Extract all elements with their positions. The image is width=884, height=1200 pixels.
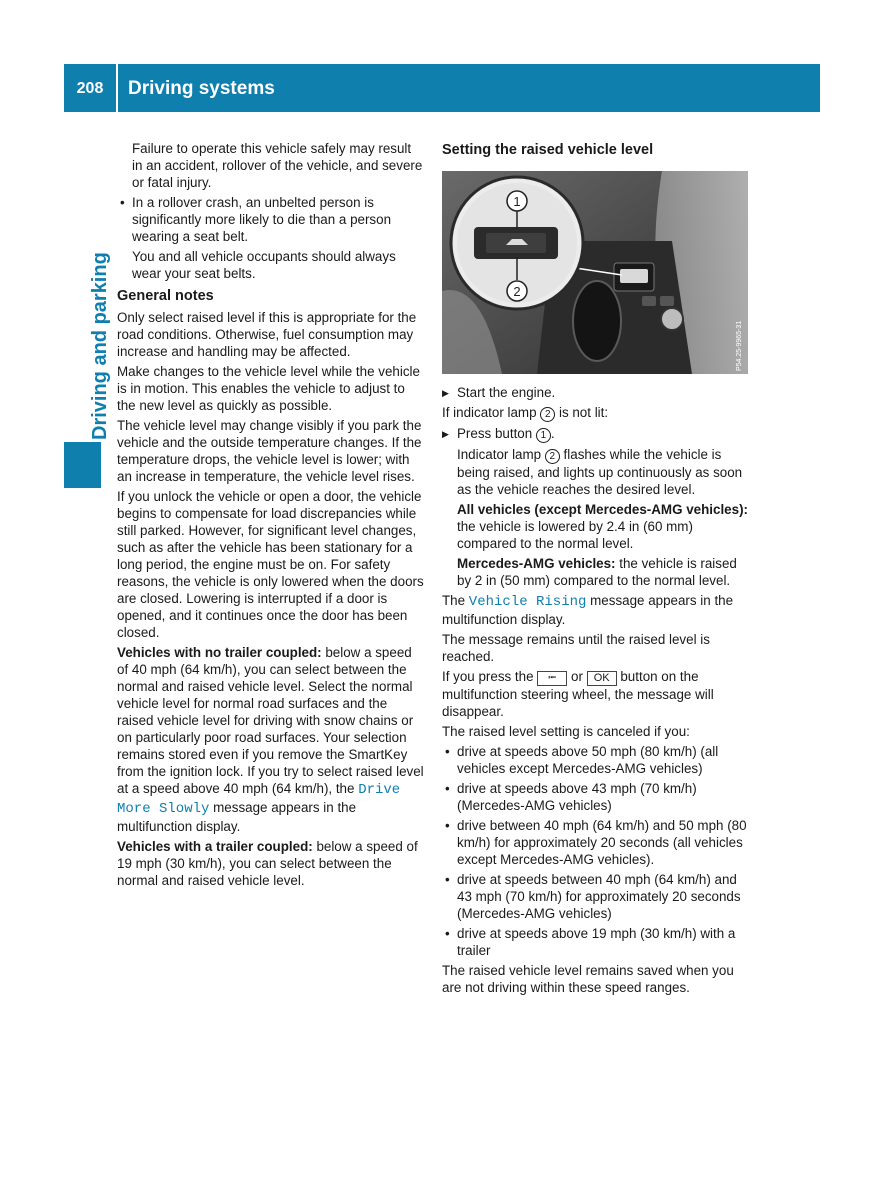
step-press-button: [442, 425, 748, 443]
if-lamp-not-lit: [442, 404, 748, 422]
press-pre: If you press the: [442, 669, 538, 684]
cancel-item: • drive at speeds between 40 mph (64 km/h) and 43 mph (70 km/h) for approximately 20 seconds (Mercedes-AMG vehicles): [442, 871, 748, 922]
cancel-item: • drive at speeds above 43 mph (70 km/h) (Mercedes-AMG vehicles): [442, 780, 748, 814]
setting-heading: Setting the raised vehicle level: [442, 142, 654, 158]
right-column: [442, 140, 748, 999]
header-divider: [116, 64, 118, 112]
left-column: [117, 140, 424, 892]
callout-1: 1: [513, 194, 521, 209]
if-lamp-text: If indicator lamp: [442, 405, 541, 420]
ok-button-key: OK: [587, 671, 617, 686]
cancel-item: • drive between 40 mph (64 km/h) and 50 mph (80 km/h) for approximately 20 seconds (all vehicles except Mercedes-AMG vehicles).: [442, 817, 748, 868]
image-code: P54.25-9965-31: [736, 320, 743, 371]
warning-text: Failure to operate this vehicle safely may result in an accident, rollover of the vehicle, and severe or fatal injury.: [132, 141, 423, 190]
general-notes-heading: General notes: [117, 288, 214, 304]
drive-more-slowly-message: Drive More Slowly: [117, 782, 401, 817]
no-trailer-text-end: message appears in the multifunction display.: [117, 800, 357, 834]
chapter-label: Driving and parking: [89, 252, 111, 440]
no-trailer-text: below a speed of 40 mph (64 km/h), you can select between the normal and raised vehicle level. Select the normal vehicle level for normal road surfaces and the raised vehicle level for driving with snow chains or on particularly poor road surfaces. Your selection remains stored even if you remove the SmartKey from the ignition lock. If you try to select raised level at a speed above 40 mph (64 km/h), the: [117, 645, 424, 796]
general-note-2: Make changes to the vehicle level while the vehicle is in motion. This enables the vehicle to adjust to the new level as quickly as possible.: [117, 364, 420, 413]
page-header: [64, 64, 820, 112]
back-button-key: ⭰: [537, 671, 567, 686]
indicator-lamp-text: [442, 446, 748, 498]
ind-text: Indicator lamp: [457, 447, 545, 462]
if-lamp-text-end: is not lit:: [555, 405, 609, 420]
button-ref: 1: [536, 428, 551, 443]
all-vehicles-label: All vehicles (except Mercedes-AMG vehicles):: [457, 502, 748, 517]
amg-vehicles-text: [442, 555, 748, 589]
cancel-intro: The raised level setting is canceled if you:: [442, 724, 690, 739]
all-vehicles-detail: the vehicle is lowered by 2.4 in (60 mm) compared to the normal level.: [457, 519, 693, 551]
press-button-text: [442, 668, 748, 720]
amg-vehicles-label: Mercedes-AMG vehicles:: [457, 556, 616, 571]
page-number: 208: [76, 79, 104, 97]
with-trailer-paragraph: [117, 838, 424, 889]
section-title: Driving systems: [128, 77, 275, 99]
press-post: button on the multifunction steering wheel, the message will disappear.: [442, 669, 714, 719]
general-note-1: Only select raised level if this is appropriate for the road conditions. Otherwise, fuel consumption may increase and handling may be affected.: [117, 310, 417, 359]
general-note-3: The vehicle level may change visibly if you park the vehicle and the outside temperature changes. If the temperature drops, the vehicle level is lower; with an increase in temperature, the vehicle level rises.: [117, 418, 422, 484]
final-note: The raised vehicle level remains saved when you are not driving within these speed ranges.: [442, 963, 734, 995]
all-vehicles-text: [442, 501, 748, 552]
ind-text-end: flashes while the vehicle is being raised, and lights up continuously as soon as the vehicle reaches the desired level.: [457, 447, 743, 497]
cancel-item: • drive at speeds above 50 mph (80 km/h) (all vehicles except Mercedes-AMG vehicles): [442, 743, 748, 777]
step-start-engine: ▶ Start the engine.: [442, 384, 748, 401]
indicator-lamp-ref-2: 2: [545, 449, 560, 464]
with-trailer-label: Vehicles with a trailer coupled:: [117, 839, 313, 854]
general-note-4: If you unlock the vehicle or open a door, the vehicle begins to compensate for load discrepancies while still parked. However, for significant level changes, such as after the vehicle has been stationary for a long period, the engine must be on. For safety reasons, the vehicle is only lowered when the doors are closed. Lowering is interrupted if a door is opened, and it continues once the door has been closed.: [117, 489, 424, 640]
console-photo: [442, 171, 748, 374]
cancel-item: • drive at speeds above 19 mph (30 km/h) with a trailer: [442, 925, 748, 959]
indicator-lamp-ref: 2: [540, 407, 555, 422]
vehicle-rising-text: [442, 592, 748, 628]
press-text: Press button: [457, 426, 536, 441]
press-text-end: .: [550, 426, 555, 441]
warning-bullet: • In a rollover crash, an unbelted person is significantly more likely to die than a person wearing a seat belt.: [117, 194, 424, 245]
no-trailer-paragraph: [117, 644, 424, 835]
message-remains-text: The message remains until the raised level is reached.: [442, 632, 710, 664]
callout-2: 2: [513, 284, 521, 299]
with-trailer-text: below a speed of 19 mph (30 km/h), you can select between the normal and raised vehicle level.: [117, 839, 418, 888]
press-mid: or: [567, 669, 587, 684]
msg-pre: The: [442, 593, 469, 608]
seatbelt-text: You and all vehicle occupants should always wear your seat belts.: [132, 249, 396, 281]
no-trailer-label: Vehicles with no trailer coupled:: [117, 645, 322, 660]
amg-vehicles-detail: the vehicle is raised by 2 in (50 mm) compared to the normal level.: [457, 556, 737, 588]
vehicle-rising-message: Vehicle Rising: [468, 594, 587, 610]
msg-post: message appears in the multifunction display.: [442, 593, 734, 627]
